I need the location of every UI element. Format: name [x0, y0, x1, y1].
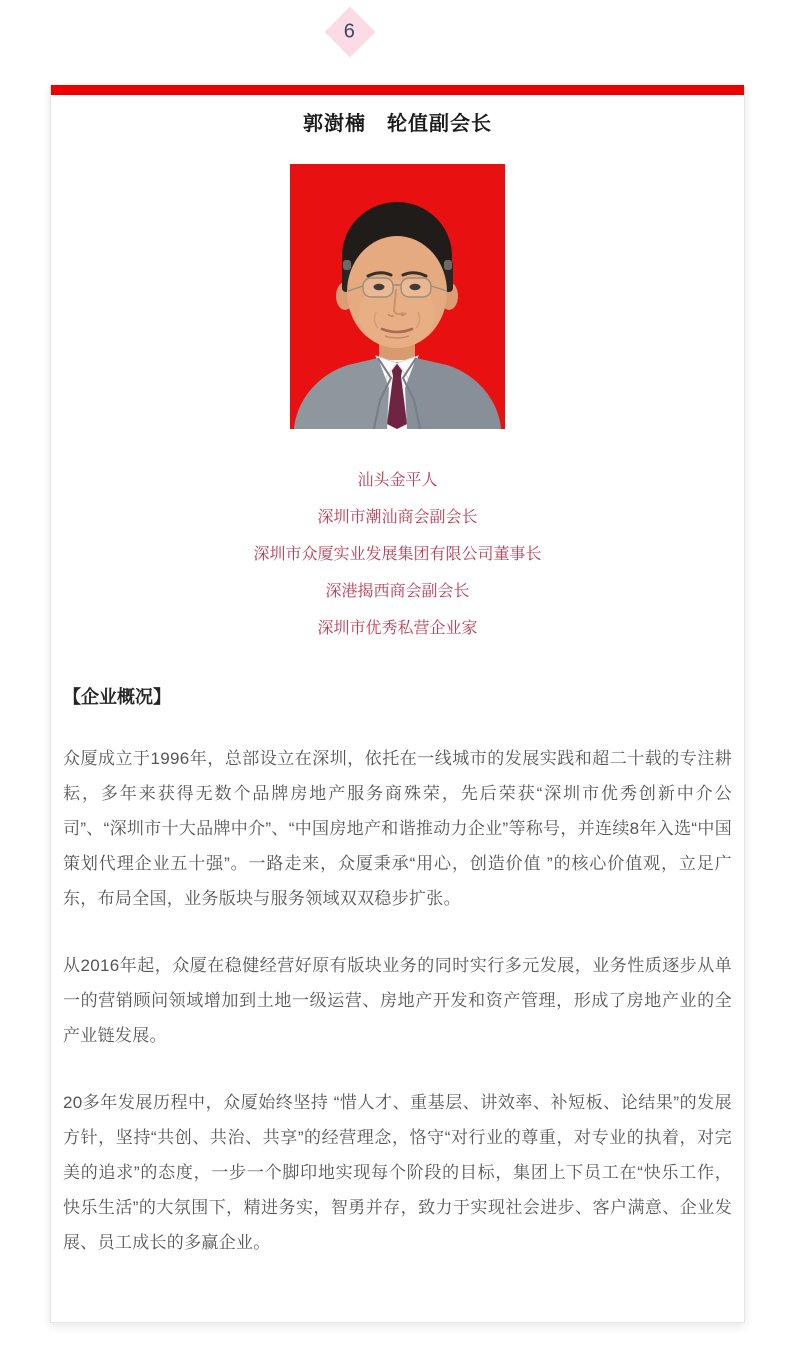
- credential-line: 深圳市众厦实业发展集团有限公司董事长: [253, 546, 542, 563]
- page-number-badge: [325, 7, 376, 58]
- profile-title: 郭澍楠 轮值副会长: [303, 113, 492, 135]
- profile-paragraph: 从2016年起，众厦在稳健经营好原有版块业务的同时实行多元发展，业务性质逐步从单一的营销顾问领域增加到土地一级运营、房地产开发和资产管理，形成了房地产业的全产业链发展。: [63, 956, 732, 1045]
- profile-paragraph: 20多年发展历程中，众厦始终坚持 “惜人才、重基层、讲效率、补短板、论结果”的发展方针，坚持“共创、共治、共享”的经营理念，恪守“对行业的尊重，对专业的执着，对完美的追求”的态度，一步一个脚印地实现每个阶段的目标，集团上下员工在“快乐工作，快乐生活”的大氛围下，精进务实，智勇并存，致力于实现社会进步、客户满意、企业发展、员工成长的多赢企业。: [63, 1093, 732, 1252]
- credential-line: 深港揭西商会副会长: [325, 583, 470, 600]
- credential-line: 汕头金平人: [357, 472, 438, 489]
- profile-paragraph: 众厦成立于1996年，总部设立在深圳，依托在一线城市的发展实践和超二十载的专注耕耘，多年来获得无数个品牌房地产服务商殊荣，先后荣获“深圳市优秀创新中介公司”、“深圳市十大品牌中介”、“中国房地产和谐推动力企业”等称号，并连续8年入选“中国策划代理企业五十强”。一路走来，众厦秉承“用心，创造价值 ”的核心价值观，立足广东，布局全国，业务版块与服务领域双双稳步扩张。: [63, 749, 732, 908]
- portrait-image: [290, 164, 505, 429]
- credential-line: 深圳市潮汕商会副会长: [317, 509, 478, 526]
- section-header: 【企业概况】: [63, 687, 171, 707]
- portrait-photo: [290, 164, 505, 429]
- credential-line: 深圳市优秀私营企业家: [317, 620, 478, 637]
- accent-bar: [51, 85, 744, 95]
- page-number-text: 6: [344, 20, 356, 43]
- credentials-list: [59, 462, 736, 647]
- card-body: [51, 110, 744, 1284]
- profile-card: [50, 85, 745, 1323]
